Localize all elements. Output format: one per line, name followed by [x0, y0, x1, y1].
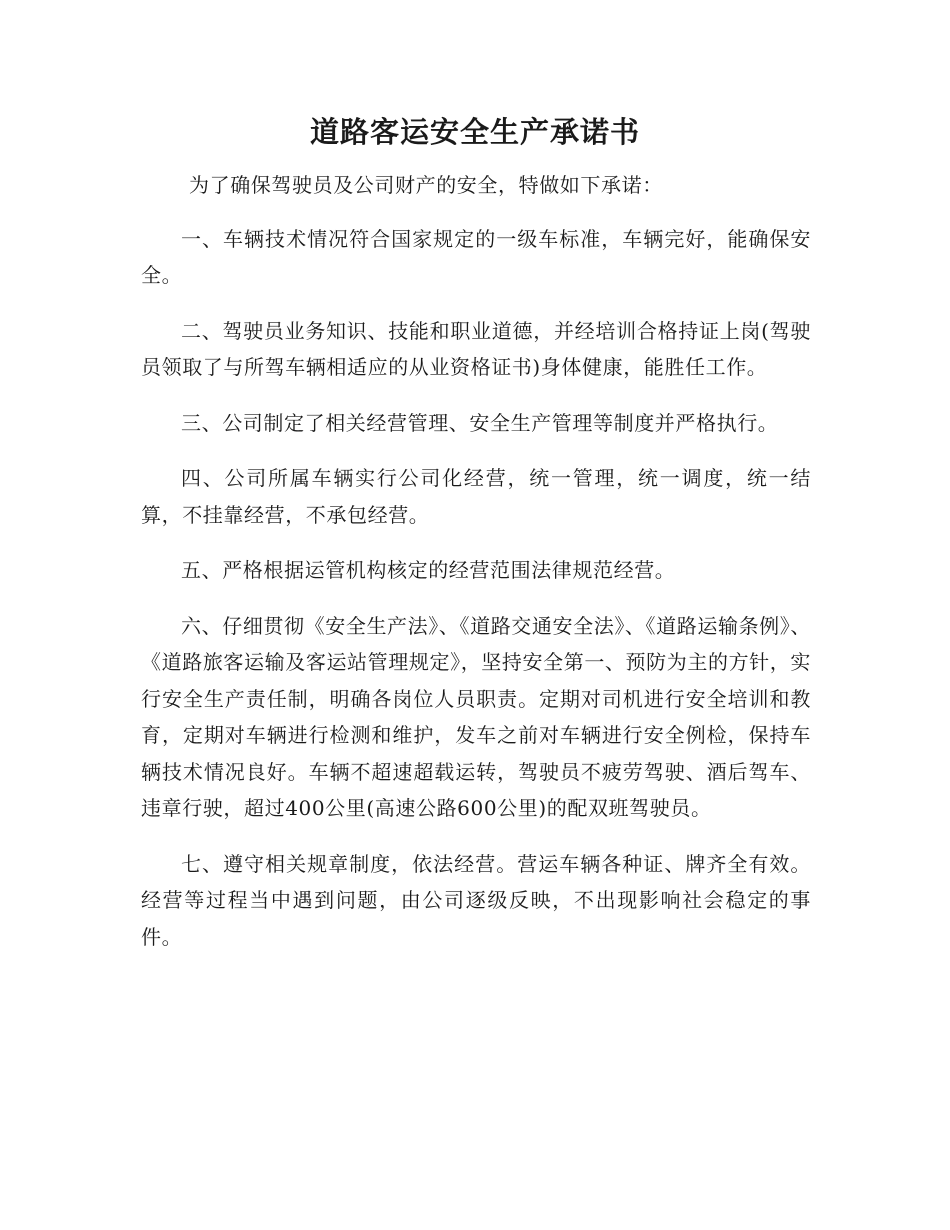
commitment-item-7: 七、遵守相关规章制度，依法经营。营运车辆各种证、牌齐全有效。经营等过程当中遇到问题，由公司逐级反映，不出现影响社会稳定的事件。	[141, 851, 811, 949]
commitment-item-6: 六、仔细贯彻《安全生产法》、《道路交通安全法》、《道路运输条例》、《道路旅客运输及客运站管理规定》，坚持安全第一、预防为主的方针，实行安全生产责任制，明确各岗位人员职责。定期对司机进行安全培训和教育，定期对车辆进行检测和维护，发车之前对车辆进行安全例检，保持车辆技术情况良好。车辆不超速超载运转，驾驶员不疲劳驾驶、酒后驾车、违章行驶，超过400公里(高速公路600公里)的配双班驾驶员。	[141, 613, 811, 820]
commitment-item-4: 四、公司所属车辆实行公司化经营，统一管理，统一调度，统一结算，不挂靠经营，不承包经营。	[141, 466, 811, 527]
commitment-item-2: 二、驾驶员业务知识、技能和职业道德，并经培训合格持证上岗(驾驶员领取了与所驾车辆相适应的从业资格证书)身体健康，能胜任工作。	[141, 318, 811, 379]
document-title: 道路客运安全生产承诺书	[309, 115, 640, 149]
commitment-item-3: 三、公司制定了相关经营管理、安全生产管理等制度并严格执行。	[181, 410, 779, 435]
document-body	[141, 167, 811, 974]
intro-paragraph: 为了确保驾驶员及公司财产的安全，特做如下承诺：	[189, 173, 663, 197]
commitment-item-5: 五、严格根据运管机构核定的经营范围法律规范经营。	[181, 558, 676, 582]
commitment-item-1: 一、车辆技术情况符合国家规定的一级车标准，车辆完好，能确保安全。	[141, 226, 811, 287]
